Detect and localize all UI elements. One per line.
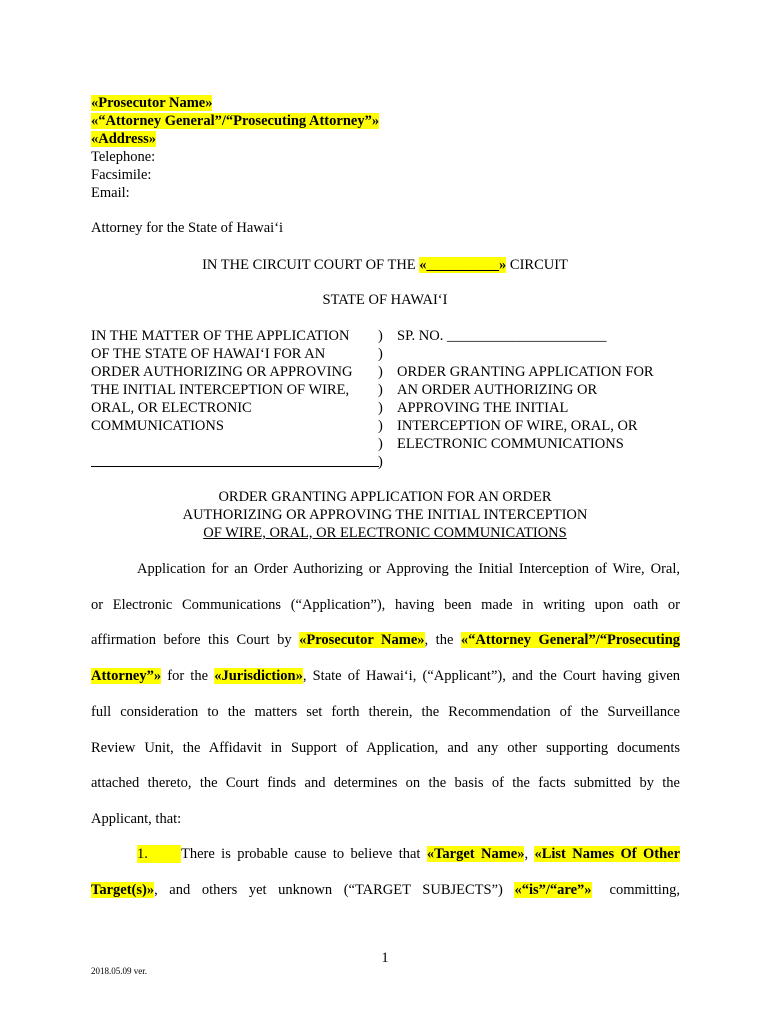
attorney-title-field[interactable]: «“Attorney General”/“Prosecuting — [460, 632, 681, 648]
body-line: attached thereto, the Court finds and determines on the basis of the facts submitted by the — [91, 775, 680, 791]
caption-right-line: ORDER GRANTING APPLICATION FOR — [397, 364, 654, 380]
caption-right-line: AN ORDER AUTHORIZING OR — [397, 382, 598, 398]
caption-rule — [91, 466, 379, 467]
email-label: Email: — [91, 185, 130, 201]
jurisdiction-field[interactable]: «Jurisdiction» — [214, 668, 303, 684]
order-title-line: AUTHORIZING OR APPROVING THE INITIAL INTERCEPTION — [182, 507, 588, 523]
caption-left-line: COMMUNICATIONS — [91, 418, 224, 434]
other-targets-field[interactable]: Target(s)» — [91, 882, 155, 898]
target-name-field[interactable]: «Target Name» — [426, 846, 525, 862]
body-line: Attorney”» for the «Jurisdiction», State of Hawai‘i, (“Applicant”), and the Court having given — [91, 668, 681, 684]
body-line: Application for an Order Authorizing or Approving the Initial Interception of Wire, Oral, — [137, 561, 680, 577]
caption-paren: ) — [378, 328, 383, 344]
prosecutor-name-field[interactable]: «Prosecutor Name» — [91, 95, 213, 111]
body-line: affirmation before this Court by «Prosecutor Name», the «“Attorney General”/“Prosecuting — [91, 632, 681, 648]
caption-right-line: APPROVING THE INITIAL — [397, 400, 569, 416]
order-title-line: ORDER GRANTING APPLICATION FOR AN ORDER — [218, 489, 552, 505]
other-targets-field[interactable]: «List Names Of Other — [534, 846, 681, 862]
court-heading: IN THE CIRCUIT COURT OF THE «__________» CIRCUIT — [202, 257, 568, 273]
telephone-label: Telephone: — [91, 149, 156, 165]
body-line: Review Unit, the Affidavit in Support of Application, and any other supporting documents — [91, 740, 680, 756]
attorney-title-field[interactable]: «“Attorney General”/“Prosecuting Attorney”» — [91, 113, 380, 129]
caption-paren: ) — [378, 364, 383, 380]
caption-left-line: ORAL, OR ELECTRONIC — [91, 400, 252, 416]
order-title-line: OF WIRE, ORAL, OR ELECTRONIC COMMUNICATIONS — [203, 525, 567, 541]
sp-no-field[interactable]: SP. NO. ______________________ — [397, 328, 607, 344]
page-number: 1 — [381, 950, 389, 966]
caption-left-line: IN THE MATTER OF THE APPLICATION — [91, 328, 350, 344]
caption-paren: ) — [378, 454, 383, 470]
body-line: Target(s)», and others yet unknown (“TARGET SUBJECTS”) «“is”/“are”» committing, — [91, 882, 680, 898]
caption-paren: ) — [378, 400, 383, 416]
body-line: Applicant, that: — [91, 811, 182, 827]
caption-paren: ) — [378, 436, 383, 452]
body-line: There is probable cause to believe that «Target Name», «List Names Of Other — [181, 846, 681, 862]
caption-paren: ) — [378, 346, 383, 362]
prosecutor-name-field[interactable]: «Prosecutor Name» — [299, 632, 425, 648]
paragraph-number: 1. — [137, 845, 181, 863]
facsimile-label: Facsimile: — [91, 167, 152, 183]
caption-left-line: THE INITIAL INTERCEPTION OF WIRE, — [91, 382, 350, 398]
caption-right-line: INTERCEPTION OF WIRE, ORAL, OR — [397, 418, 638, 434]
attorney-title-field[interactable]: Attorney”» — [91, 668, 162, 684]
body-line: or Electronic Communications (“Application”), having been made in writing upon oath or — [91, 597, 680, 613]
body-line: full consideration to the matters set forth therein, the Recommendation of the Surveillance — [91, 704, 680, 720]
caption-left-line: OF THE STATE OF HAWAI‘I FOR AN — [91, 346, 326, 362]
state-heading: STATE OF HAWAI‘I — [322, 292, 448, 308]
circuit-field[interactable]: «__________» — [419, 257, 507, 273]
is-are-field[interactable]: «“is”/“are”» — [514, 882, 592, 898]
address-field[interactable]: «Address» — [91, 131, 156, 147]
caption-paren: ) — [378, 418, 383, 434]
caption-paren: ) — [378, 382, 383, 398]
version-footer: 2018.05.09 ver. — [91, 966, 147, 976]
attorney-for-line: Attorney for the State of Hawai‘i — [91, 220, 284, 236]
caption-right-line: ELECTRONIC COMMUNICATIONS — [397, 436, 624, 452]
caption-left-line: ORDER AUTHORIZING OR APPROVING — [91, 364, 353, 380]
